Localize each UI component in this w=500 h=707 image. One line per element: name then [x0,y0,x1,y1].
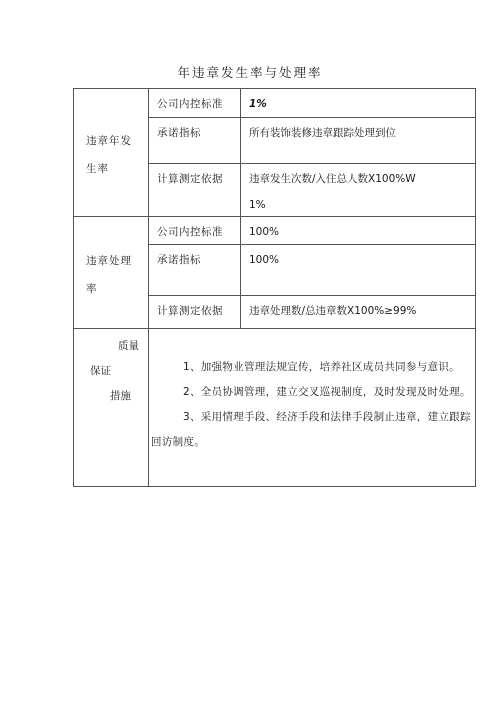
measure-item: 2、全员协调管理，建立交叉巡视制度，及时发现及时处理。 [183,386,471,398]
measures-content [149,329,476,487]
standards-table [73,88,476,487]
row-value: 所有装饰装修违章跟踪处理到位 [241,118,476,164]
row-value: 1% [241,89,476,118]
row-label: 公司内控标准 [149,217,241,245]
group-label-violation-rate: 违章年发 生率 [74,89,149,217]
row-value: 违章处理数/总违章数X100%≥99% [241,296,476,329]
row-label: 计算测定依据 [149,164,241,217]
measure-item: 3、采用情理手段、经济手段和法律手段制止违章，建立跟踪回访制度。 [151,411,471,448]
table-row [74,89,476,118]
row-label: 计算测定依据 [149,296,241,329]
row-value: 违章发生次数/入住总人数X100%W 1% [241,164,476,217]
measures-label: 质量 保证 措施 [74,329,149,487]
table-row [74,329,476,487]
row-label: 承诺指标 [149,118,241,164]
measure-item: 1、加强物业管理法规宣传，培养社区成员共同参与意识。 [183,361,460,373]
group-label-handling-rate: 违章处理 率 [74,217,149,329]
document-title: 年违章发生率与处理率 [177,65,323,80]
row-value: 100% [241,245,476,296]
row-label: 公司内控标准 [149,89,241,118]
row-label: 承诺指标 [149,245,241,296]
table-row [74,217,476,245]
row-value: 100% [241,217,476,245]
